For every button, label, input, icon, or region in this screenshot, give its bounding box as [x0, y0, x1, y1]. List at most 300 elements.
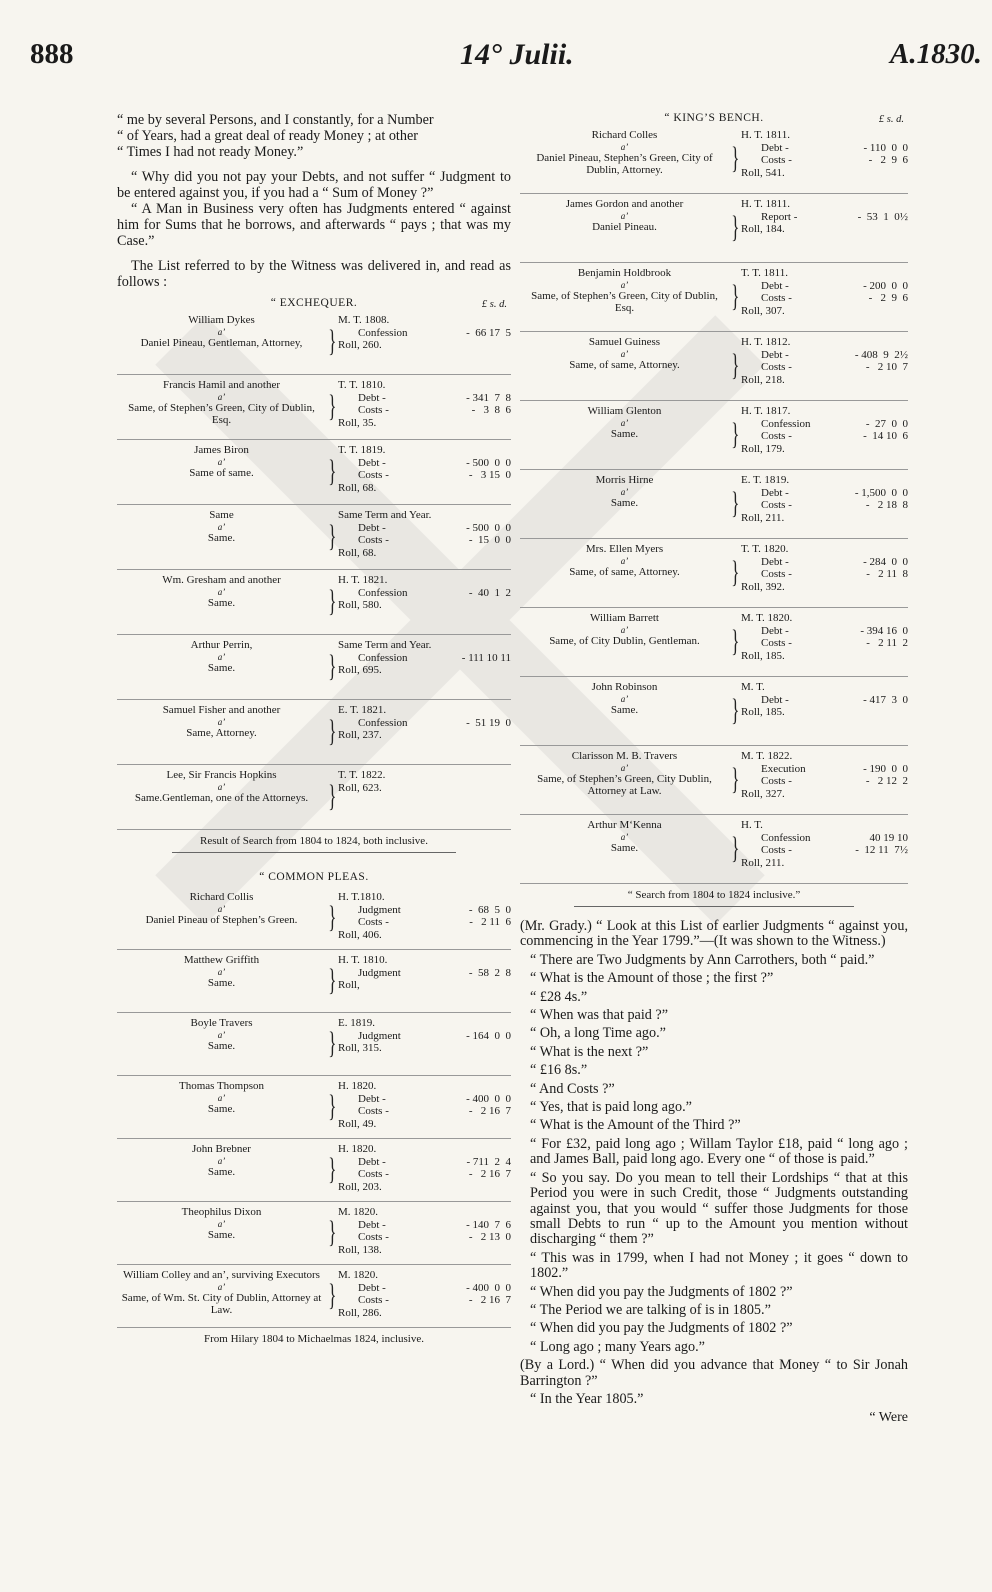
parties-block	[117, 704, 326, 758]
amount-line	[338, 1168, 511, 1181]
amount-label: Execution	[761, 762, 806, 775]
brace-symbol: }	[731, 209, 740, 244]
amount-line	[338, 1156, 511, 1169]
amount-value: - 2 16 7	[468, 1105, 511, 1118]
amount-line	[741, 430, 908, 443]
amount-line	[741, 637, 908, 650]
parties-block	[520, 543, 729, 601]
currency-heading: £ s. d.	[481, 299, 507, 311]
term-year: T. T. 1810.	[338, 379, 386, 392]
amount-label: Debt -	[358, 1281, 386, 1294]
defendant-name: Same, of Wm. St. City of Dublin, Attorney at Law.	[121, 1291, 322, 1317]
plaintiff-name: William Barrett	[590, 612, 659, 624]
judgment-entry	[520, 401, 908, 470]
plaintiff-name: Mrs. Ellen Myers	[585, 543, 664, 555]
term-year: H. 1820.	[338, 1143, 377, 1156]
roll-number: Roll, 315.	[338, 1042, 382, 1055]
dialogue-line: “ There are Two Judgments by Ann Carrothers, both “ paid.”	[530, 951, 875, 968]
amount-line	[338, 404, 511, 417]
amount-value: - 58 2 8	[468, 966, 511, 979]
brace-symbol: }	[731, 554, 740, 589]
amount-value: - 190 0 0	[863, 762, 908, 775]
brace-symbol: }	[328, 453, 337, 489]
amount-line	[741, 142, 908, 155]
record-block	[739, 543, 908, 601]
defendant-name: Same.	[207, 661, 236, 674]
amount-label: Costs -	[761, 361, 792, 373]
roll-number: Roll, 623.	[338, 781, 382, 794]
plaintiff-name: Richard Colles	[591, 129, 658, 141]
amount-line	[741, 832, 908, 845]
record-block	[336, 954, 511, 1006]
amount-label: Confession	[358, 326, 408, 339]
exchequer-list	[117, 310, 511, 830]
amount-value: - 2 12 2	[865, 775, 908, 787]
amount-line	[741, 487, 908, 500]
amount-label: Confession	[761, 417, 811, 430]
dialogue-line: “ £16 8s.”	[530, 1062, 588, 1079]
roll-number: Roll, 68.	[338, 546, 377, 559]
amount-line	[741, 625, 908, 638]
adversus-mark: a’	[620, 279, 629, 290]
adversus-mark: a’	[620, 762, 629, 773]
amount-value: - 2 9 6	[868, 154, 908, 166]
brace-symbol: }	[731, 761, 740, 796]
defendant-name: Same.	[610, 703, 639, 716]
brace-symbol: }	[328, 388, 337, 424]
defendant-name: Same, of Stephen’s Green, City Dublin, Attorney at Law.	[537, 772, 712, 797]
brace-symbol: }	[328, 962, 337, 998]
term-year: M. T. 1808.	[338, 314, 390, 327]
amount-label: Costs -	[358, 1105, 389, 1118]
plaintiff-name: Samuel Fisher and another	[162, 704, 281, 717]
brace-symbol: }	[731, 623, 740, 658]
adversus-mark: a’	[217, 966, 226, 977]
amount-line	[338, 1282, 511, 1295]
dialogue-line: “ What is the Amount of those ; the first ?”	[530, 970, 774, 987]
term-year: M. T.	[741, 681, 765, 693]
term-year: H. T.1810.	[338, 891, 385, 904]
record-block	[336, 314, 511, 368]
amount-line	[338, 967, 511, 980]
amount-value: - 200 0 0	[863, 279, 908, 292]
judgment-entry	[117, 570, 511, 635]
term-year: H. T. 1811.	[741, 198, 790, 210]
amount-value: - 400 0 0	[466, 1092, 511, 1105]
intro-line: “ me by several Persons, and I constantly, for a Number	[117, 112, 434, 128]
adversus-mark: a’	[217, 456, 226, 467]
plaintiff-name: William Dykes	[188, 314, 255, 327]
roll-number: Roll, 211.	[741, 511, 785, 524]
judgment-entry	[117, 1139, 511, 1202]
judgment-entry	[117, 440, 511, 505]
defendant-name: Same, of same, Attorney.	[569, 565, 680, 578]
term-year: E. 1819.	[338, 1017, 375, 1030]
amount-value: - 12 11 7½	[855, 844, 908, 856]
amount-value: - 3 15 0	[468, 469, 511, 482]
term-year: H. T. 1821.	[338, 574, 388, 587]
brace-symbol: }	[328, 648, 337, 684]
defendant-name: Same.	[207, 531, 236, 544]
amount-label: Debt -	[358, 1092, 386, 1105]
defendant-name: Same.	[207, 1228, 236, 1241]
amount-value: - 1,500 0 0	[854, 486, 908, 499]
amount-label: Debt -	[358, 521, 386, 534]
parties-block	[117, 509, 326, 563]
dialogue-line: “ When was that paid ?”	[530, 1007, 669, 1024]
amount-label: Costs -	[358, 1294, 389, 1307]
judgment-entry	[520, 125, 908, 194]
defendant-name: Same, of Stephen’s Green, City of Dublin, Esq.	[531, 289, 718, 314]
defendant-name: Same of same.	[189, 466, 254, 479]
brace-symbol: }	[731, 485, 740, 520]
judgment-entry	[117, 765, 511, 830]
brace-symbol: }	[328, 713, 337, 749]
term-year: E. T. 1819.	[741, 474, 790, 486]
defendant-name: Same.	[207, 1039, 236, 1052]
term-year: H. T. 1812.	[741, 336, 791, 348]
adversus-mark: a’	[217, 903, 226, 914]
amount-value: - 68 5 0	[468, 903, 511, 916]
defendant-name: Same.	[207, 1165, 236, 1178]
amount-label: Confession	[358, 651, 408, 664]
adversus-mark: a’	[620, 555, 629, 566]
amount-value: - 500 0 0	[466, 521, 511, 534]
roll-number: Roll, 185.	[741, 649, 785, 662]
defendant-name: Daniel Pineau, Gentleman, Attorney,	[140, 336, 303, 349]
amount-value: - 408 9 2½	[854, 348, 908, 361]
term-year: H. T.	[741, 819, 763, 831]
roll-number: Roll, 179.	[741, 442, 785, 455]
amount-value: - 111 10 11	[461, 651, 511, 664]
judgment-entry	[520, 194, 908, 263]
roll-number: Roll, 237.	[338, 729, 382, 742]
catchword: “ Were	[869, 1410, 908, 1426]
dialogue-line: “ Long ago ; many Years ago.”	[530, 1338, 705, 1355]
amount-value: - 14 10 6	[863, 430, 908, 442]
amount-line	[338, 904, 511, 917]
adversus-mark: a’	[217, 1029, 226, 1040]
amount-value: - 2 11 2	[866, 637, 908, 649]
roll-number: Roll, 138.	[338, 1243, 382, 1256]
common-pleas-list	[117, 887, 511, 1328]
amount-label: Costs -	[358, 469, 389, 482]
plaintiff-name: Boyle Travers	[190, 1017, 253, 1030]
plaintiff-name: Wm. Gresham and another	[162, 574, 281, 587]
amount-line	[741, 349, 908, 362]
judgment-entry	[520, 746, 908, 815]
amount-line	[741, 418, 908, 431]
plaintiff-name: William Colley and an’, surviving Executors	[123, 1269, 320, 1282]
brace-symbol: }	[328, 1151, 337, 1187]
brace-symbol: }	[731, 830, 740, 865]
dialogue-line: “ What is the next ?”	[530, 1043, 649, 1060]
parties-block	[117, 314, 326, 368]
amount-label: Report -	[761, 210, 798, 223]
parties-block	[520, 267, 729, 325]
term-year: E. T. 1821.	[338, 704, 387, 717]
parties-block	[117, 1206, 326, 1258]
dialogue-line: “ Yes, that is paid long ago.”	[530, 1099, 692, 1116]
defendant-name: Daniel Pineau.	[592, 220, 657, 233]
dialogue-line: “ And Costs ?”	[530, 1080, 615, 1097]
dialogue-line: “ For £32, paid long ago ; Willam Taylor £18, paid “ long ago ; and James Ball, paid long ago. Every one “ of those is paid.”	[530, 1135, 908, 1168]
parties-block	[520, 129, 729, 187]
dialogue-line: (Mr. Grady.) “ Look at this List of earlier Judgments “ against you, commencing in the Year 1799.”—(It was shown to the Witness.)	[520, 918, 908, 950]
term-year: H. 1820.	[338, 1080, 377, 1093]
defendant-name: Same.	[207, 976, 236, 989]
dialogue-line: “ The Period we are talking of is in 1805.”	[530, 1301, 771, 1318]
kings-bench-list	[520, 125, 908, 884]
judgment-entry	[117, 375, 511, 440]
dialogue-line: “ Oh, a long Time ago.”	[530, 1025, 666, 1042]
amount-line	[338, 717, 511, 730]
judgment-entry	[520, 263, 908, 332]
amount-line	[338, 916, 511, 929]
amount-value: - 417 3 0	[863, 693, 908, 706]
amount-line	[338, 469, 511, 482]
dialogue-line: “ £28 4s.”	[530, 988, 588, 1005]
roll-number: Roll, 68.	[338, 481, 377, 494]
amount-value: - 110 0 0	[863, 141, 908, 154]
amount-value: 40 19 10	[864, 831, 908, 844]
judgment-entry	[520, 677, 908, 746]
defendant-name: Same.	[610, 841, 639, 854]
amount-line	[338, 1030, 511, 1043]
judgment-entry	[520, 470, 908, 539]
adversus-mark: a’	[217, 326, 226, 337]
record-block	[336, 639, 511, 693]
roll-number: Roll, 184.	[741, 223, 785, 235]
intro-line: “ Times I had not ready Money.”	[117, 144, 304, 161]
brace-symbol: }	[328, 1277, 337, 1313]
amount-label: Costs -	[761, 292, 792, 304]
amount-line	[338, 534, 511, 547]
adversus-mark: a’	[217, 651, 226, 662]
roll-number: Roll, 211.	[741, 856, 785, 869]
parties-block	[520, 819, 729, 877]
amount-value: - 2 13 0	[468, 1231, 511, 1244]
amount-line	[741, 763, 908, 776]
record-block	[739, 336, 908, 394]
dialogue-line: “ This was in 1799, when I had not Money ; it goes “ down to 1802.”	[530, 1249, 908, 1282]
amount-label: Costs -	[761, 775, 792, 787]
section-divider	[574, 906, 853, 907]
term-year: T. T. 1811.	[741, 267, 788, 279]
record-block	[336, 1206, 511, 1258]
judgment-entry	[520, 332, 908, 401]
amount-line	[741, 154, 908, 167]
term-year: H. T. 1810.	[338, 954, 388, 967]
brace-symbol: }	[328, 778, 337, 814]
record-block	[336, 1080, 511, 1132]
defendant-name: Daniel Pineau of Stephen’s Green.	[145, 913, 298, 926]
record-block	[739, 474, 908, 532]
plaintiff-name: Francis Hamil and another	[163, 379, 280, 392]
right-column	[520, 112, 908, 1426]
roll-number: Roll, 260.	[338, 339, 382, 352]
amount-label: Debt -	[761, 693, 789, 706]
amount-value: - 40 1 2	[468, 586, 511, 599]
amount-label: Costs -	[358, 404, 389, 417]
judgment-entry	[117, 700, 511, 765]
roll-number: Roll, 580.	[338, 599, 382, 612]
roll-number: Roll,	[338, 979, 360, 992]
amount-value: - 2 10 7	[865, 361, 908, 373]
adversus-mark: a’	[217, 1218, 226, 1229]
defendant-name: Same.	[610, 496, 639, 509]
amount-label: Confession	[358, 716, 408, 729]
running-year: A.1830.	[890, 38, 982, 70]
plaintiff-name: William Glenton	[587, 405, 662, 417]
term-year: T. T. 1822.	[338, 769, 386, 782]
amount-value: - 400 0 0	[466, 1281, 511, 1294]
parties-block	[117, 379, 326, 433]
parties-block	[117, 1143, 326, 1195]
brace-symbol: }	[328, 1214, 337, 1250]
parties-block	[117, 574, 326, 628]
amount-label: Costs -	[761, 568, 792, 580]
parties-block	[520, 750, 729, 808]
amount-line	[338, 1294, 511, 1307]
amount-label: Costs -	[358, 1168, 389, 1181]
plaintiff-name: Matthew Griffith	[183, 954, 260, 967]
plaintiff-name: Same	[209, 509, 234, 522]
amount-label: Debt -	[358, 456, 386, 469]
judgment-entry	[520, 539, 908, 608]
plaintiff-name: Clarisson M. B. Travers	[571, 750, 678, 762]
amount-label: Costs -	[761, 430, 792, 442]
judgment-entry	[117, 950, 511, 1013]
amount-value: - 500 0 0	[466, 456, 511, 469]
term-year: Same Term and Year.	[338, 639, 432, 652]
brace-symbol: }	[731, 278, 740, 313]
roll-number: Roll, 307.	[741, 304, 785, 317]
term-year: T. T. 1819.	[338, 444, 386, 457]
adversus-mark: a’	[217, 586, 226, 597]
brace-symbol: }	[328, 583, 337, 619]
judgment-entry	[117, 1202, 511, 1265]
roll-number: Roll, 49.	[338, 1117, 377, 1130]
amount-value: - 2 9 6	[868, 292, 908, 304]
record-block	[336, 1017, 511, 1069]
brace-symbol: }	[731, 140, 740, 175]
amount-line	[741, 568, 908, 581]
amount-value: - 284 0 0	[863, 555, 908, 568]
dialogue-block	[520, 919, 908, 1407]
brace-symbol: }	[731, 416, 740, 451]
adversus-mark: a’	[620, 141, 629, 152]
record-block	[739, 612, 908, 670]
record-block	[739, 405, 908, 463]
amount-label: Costs -	[358, 916, 389, 929]
defendant-name: Same, of same, Attorney.	[569, 358, 680, 371]
plaintiff-name: Thomas Thompson	[178, 1080, 265, 1093]
amount-value: - 140 7 6	[466, 1218, 511, 1231]
dialogue-line: “ So you say. Do you mean to tell their Lordships “ that at this Period you were in such Credit, those “ Judgments outstanding against you, that you would “ suffer those Judgments for those small Debts to run “ up to the Amount you mention without discharging “ them ?”	[530, 1169, 908, 1248]
amount-value: - 15 0 0	[468, 534, 511, 547]
term-year: M. T. 1822.	[741, 750, 793, 762]
roll-number: Roll, 218.	[741, 373, 785, 386]
amount-label: Costs -	[761, 499, 792, 511]
defendant-name: Same, of Stephen’s Green, City of Dublin, Esq.	[128, 401, 315, 427]
amount-value: - 2 11 8	[866, 568, 908, 580]
amount-value: - 51 19 0	[466, 716, 511, 729]
kings-bench-note: “ Search from 1804 to 1824 inclusive.”	[627, 889, 801, 901]
plaintiff-name: Theophilus Dixon	[181, 1206, 262, 1219]
amount-value: - 3 8 6	[471, 404, 511, 417]
record-block	[336, 704, 511, 758]
term-year: H. T. 1811.	[741, 129, 790, 141]
common-pleas-note: From Hilary 1804 to Michaelmas 1824, inclusive.	[204, 1333, 424, 1346]
amount-line	[741, 499, 908, 512]
amount-label: Debt -	[761, 486, 789, 499]
term-year: Same Term and Year.	[338, 509, 432, 522]
adversus-mark: a’	[217, 1155, 226, 1166]
section-divider	[172, 852, 456, 853]
intro-line: “ of Years, had a great deal of ready Money ; at other	[117, 128, 418, 145]
term-year: M. 1820.	[338, 1206, 379, 1219]
amount-label: Debt -	[761, 348, 789, 361]
parties-block	[520, 681, 729, 739]
answer-paragraph: “ A Man in Business very often has Judgments entered “ against him for Sums that he borrows, and afterwards “ pays ; that was my Case.”	[117, 201, 511, 250]
amount-line	[741, 292, 908, 305]
term-year: M. T. 1820.	[741, 612, 793, 624]
brace-symbol: }	[328, 1088, 337, 1124]
record-block	[336, 509, 511, 563]
dialogue-line: “ What is the Amount of the Third ?”	[530, 1117, 741, 1134]
plaintiff-name: James Biron	[194, 444, 249, 457]
defendant-name: Same.Gentleman, one of the Attorneys.	[134, 791, 309, 804]
amount-label: Costs -	[761, 844, 792, 856]
amount-value: - 341 7 8	[466, 391, 511, 404]
roll-number: Roll, 541.	[741, 166, 785, 179]
amount-line	[338, 652, 511, 665]
record-block	[739, 819, 908, 877]
amount-line	[741, 211, 908, 224]
brace-symbol: }	[328, 899, 337, 935]
adversus-mark: a’	[217, 716, 226, 727]
question-paragraph: “ Why did you not pay your Debts, and not suffer “ Judgment to be entered against you, if you had a “ Sum of Money ?”	[117, 168, 511, 201]
adversus-mark: a’	[620, 486, 629, 497]
plaintiff-name: Samuel Guiness	[588, 336, 661, 348]
parties-block	[117, 639, 326, 693]
amount-label: Costs -	[358, 534, 389, 547]
defendant-name: Same.	[610, 427, 639, 440]
amount-line	[338, 1093, 511, 1106]
roll-number: Roll, 695.	[338, 664, 382, 677]
amount-line	[741, 361, 908, 374]
amount-label: Confession	[358, 586, 408, 599]
amount-line	[338, 1231, 511, 1244]
parties-block	[117, 1269, 326, 1321]
amount-value: - 2 18 8	[865, 499, 908, 511]
amount-label: Debt -	[761, 624, 789, 637]
judgment-entry	[520, 608, 908, 677]
amount-value: - 711 2 4	[466, 1155, 511, 1168]
amount-value: - 66 17 5	[466, 326, 511, 339]
adversus-mark: a’	[620, 693, 629, 704]
adversus-mark: a’	[217, 1281, 226, 1292]
left-column	[117, 112, 511, 1350]
amount-line	[338, 327, 511, 340]
parties-block	[117, 954, 326, 1006]
amount-label: Debt -	[358, 1218, 386, 1231]
amount-label: Debt -	[761, 555, 789, 568]
defendant-name: Daniel Pineau, Stephen’s Green, City of Dublin, Attorney.	[536, 151, 713, 176]
parties-block	[117, 891, 326, 943]
amount-line	[741, 775, 908, 788]
